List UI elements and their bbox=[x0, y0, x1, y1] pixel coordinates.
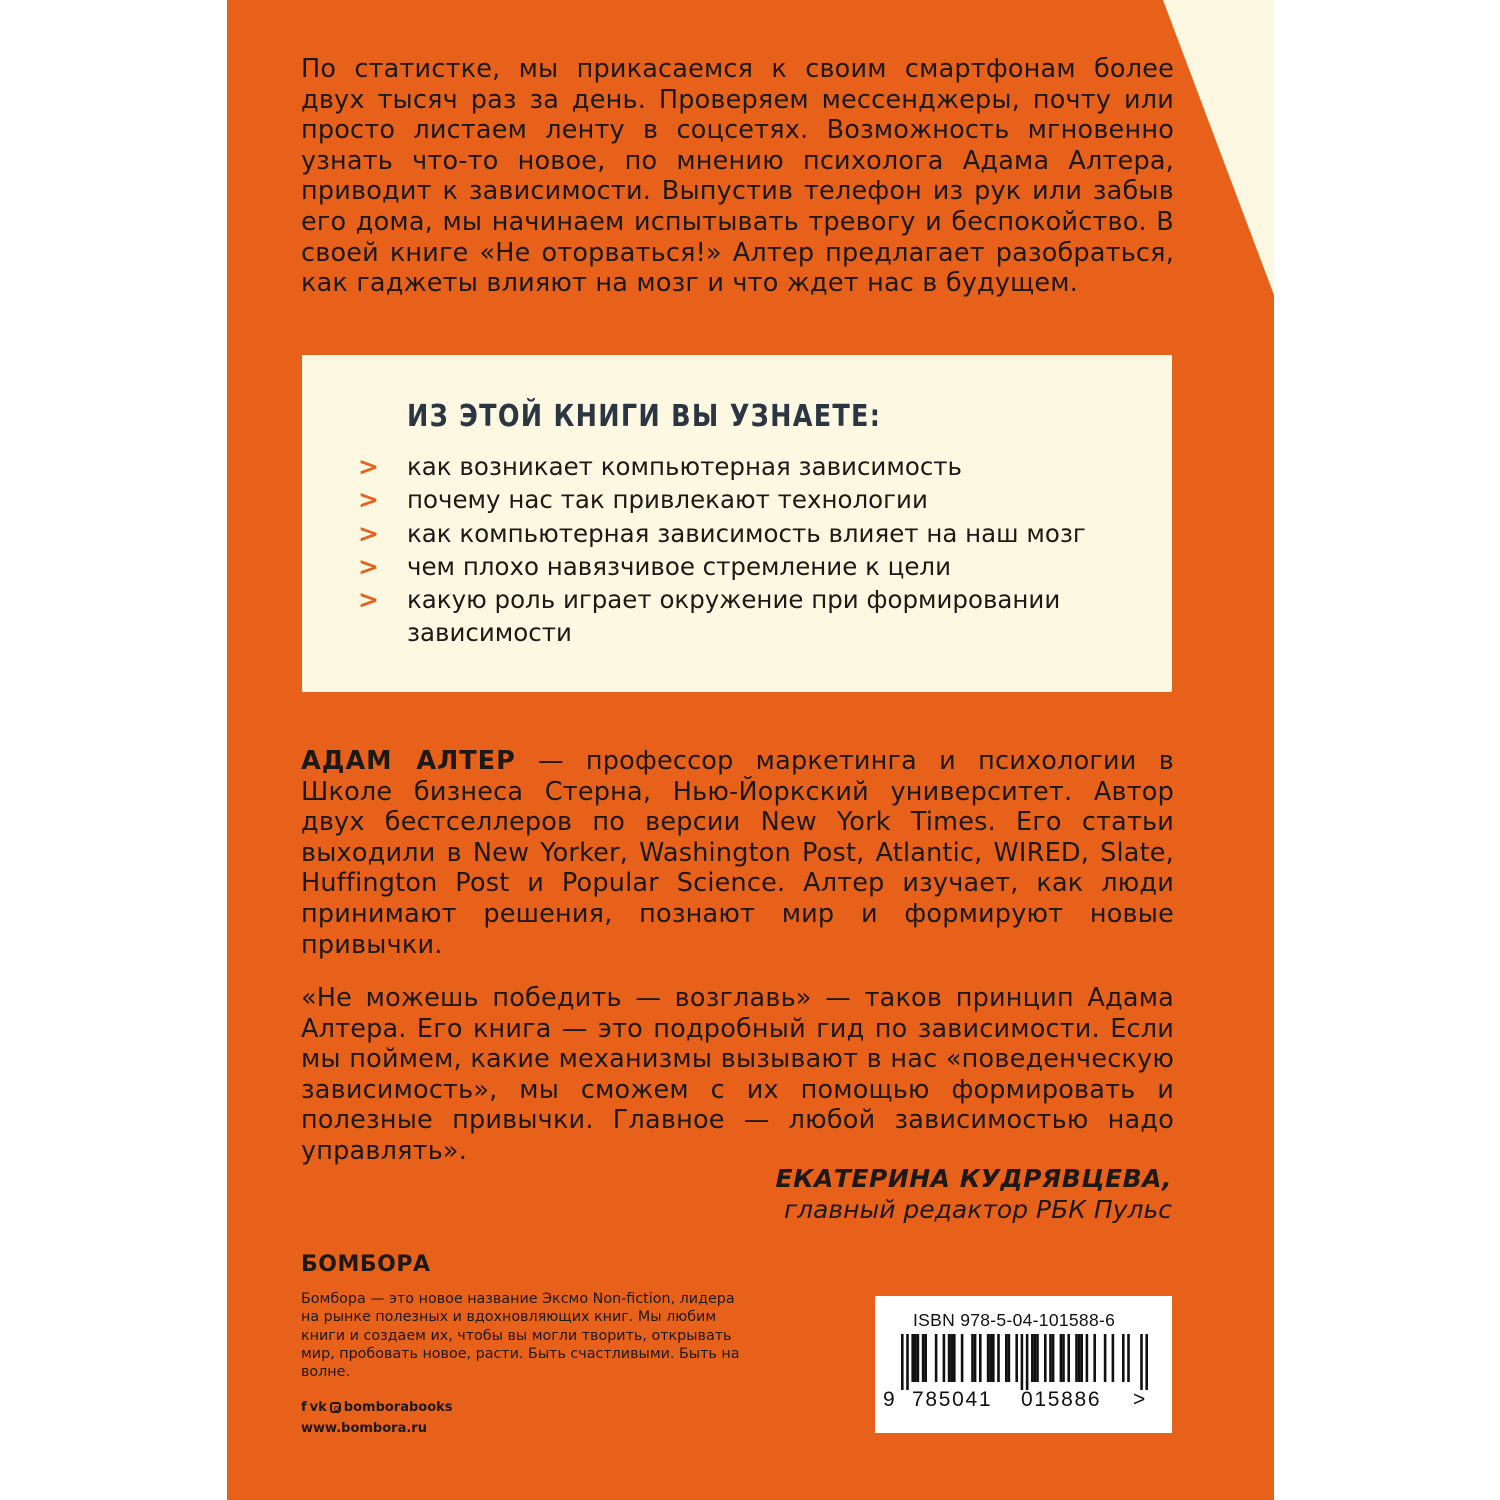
social-handle[interactable]: bomborabooks bbox=[343, 1400, 453, 1415]
list-item: > какую роль играет окружение при формировании зависимости bbox=[358, 585, 1061, 648]
chevron-right-icon: > bbox=[358, 518, 379, 548]
barcode-bar bbox=[943, 1334, 946, 1382]
barcode-bar bbox=[997, 1334, 1000, 1382]
list-item: > как возникает компьютерная зависимость bbox=[358, 450, 1158, 483]
barcode-bar bbox=[953, 1334, 956, 1382]
ean-right-digits: 015886 bbox=[1021, 1388, 1102, 1411]
barcode-bar bbox=[935, 1334, 938, 1382]
barcode-bar bbox=[989, 1334, 992, 1382]
barcode-bar bbox=[1005, 1334, 1008, 1382]
chevron-right-icon: > bbox=[358, 452, 379, 481]
learn-list bbox=[358, 450, 1158, 650]
barcode-bar bbox=[917, 1334, 920, 1382]
barcode-bar bbox=[922, 1334, 925, 1382]
barcode-bar bbox=[1021, 1334, 1024, 1390]
barcode-bar bbox=[1122, 1334, 1125, 1382]
quote-attribution-role: главный редактор РБК Пульс bbox=[783, 1195, 1172, 1224]
barcode-bar bbox=[1127, 1334, 1130, 1382]
barcode-bar bbox=[1086, 1334, 1089, 1382]
barcode-bar bbox=[1093, 1334, 1096, 1382]
barcode-bar bbox=[987, 1334, 990, 1382]
barcode-bar bbox=[1080, 1334, 1083, 1382]
barcode-bar bbox=[992, 1334, 995, 1382]
barcode-graphic bbox=[901, 1334, 1149, 1390]
barcode-bar bbox=[979, 1334, 982, 1382]
barcode-bar bbox=[974, 1334, 977, 1382]
barcode-bar bbox=[1104, 1334, 1107, 1382]
instagram-icon[interactable] bbox=[330, 1402, 341, 1413]
chevron-right-icon: > bbox=[358, 585, 379, 615]
barcode-panel bbox=[875, 1296, 1172, 1433]
ean-end-mark: > bbox=[1133, 1388, 1146, 1411]
list-item: > как компьютерная зависимость влияет на наш мозг bbox=[358, 517, 1158, 550]
author-name: АДАМ АЛТЕР bbox=[301, 746, 516, 776]
ean-left-digits: 785041 bbox=[912, 1388, 993, 1411]
barcode-bar bbox=[1049, 1334, 1052, 1382]
barcode-bar bbox=[1078, 1334, 1081, 1382]
barcode-bar bbox=[1145, 1334, 1148, 1390]
publisher-description: Бомбора — это новое название Эксмо Non-fiction, лидера на рынке полезных и вдохновляющих книг. Мы любим книги и создаем их, чтобы вы могли творить, открывать мир, пробовать новое, расти. Быть счастливыми. Быть на волне. bbox=[301, 1291, 740, 1381]
barcode-bar bbox=[1026, 1334, 1029, 1390]
chevron-right-icon: > bbox=[358, 551, 379, 581]
learn-panel bbox=[302, 355, 1172, 692]
barcode-bar bbox=[948, 1334, 951, 1382]
website-link[interactable]: www.bombora.ru bbox=[301, 1421, 427, 1436]
facebook-icon[interactable]: f bbox=[301, 1400, 307, 1415]
barcode-bar bbox=[924, 1334, 927, 1382]
barcode-bar bbox=[1008, 1334, 1011, 1382]
isbn-label: ISBN 978-5-04-101588-6 bbox=[913, 1310, 1116, 1330]
ean-lead-digit: 9 bbox=[883, 1388, 895, 1411]
barcode-bar bbox=[1067, 1334, 1070, 1382]
barcode-bar bbox=[950, 1334, 953, 1382]
quote-paragraph: «Не можешь победить — возглавь» — таков принцип Адама Алтера. Его книга — это подробный гид по зависимости. Если мы поймем, какие механизмы вызывают в нас «поведенческую зависимость», мы сможем с их помощью формировать и полезные привычки. Главное — любой зависимостью надо управлять». bbox=[301, 983, 1174, 1166]
barcode-bar bbox=[1062, 1334, 1065, 1382]
barcode-bar bbox=[1036, 1334, 1039, 1382]
chevron-right-icon: > bbox=[358, 485, 379, 515]
social-links bbox=[301, 1400, 453, 1415]
publisher-logo: БОМБОРА bbox=[301, 1252, 431, 1277]
list-item: > почему нас так привлекают технологии bbox=[358, 483, 1158, 516]
barcode-bar bbox=[1060, 1334, 1063, 1382]
barcode-bar bbox=[1015, 1334, 1018, 1382]
vk-icon[interactable]: vk bbox=[309, 1400, 327, 1415]
barcode-bar bbox=[1044, 1334, 1047, 1382]
barcode-bar bbox=[1031, 1334, 1034, 1382]
quote-attribution-name: ЕКАТЕРИНА КУДРЯВЦЕВА, bbox=[775, 1164, 1172, 1193]
barcode-bar bbox=[914, 1334, 917, 1382]
barcode-bar bbox=[911, 1334, 914, 1382]
barcode-bar bbox=[906, 1334, 909, 1390]
author-paragraph bbox=[301, 746, 1174, 960]
learn-title: ИЗ ЭТОЙ КНИГИ ВЫ УЗНАЕТЕ: bbox=[407, 399, 882, 434]
barcode-bar bbox=[1140, 1334, 1143, 1390]
barcode-bar bbox=[901, 1334, 904, 1390]
barcode-bar bbox=[961, 1334, 964, 1382]
list-item: > чем плохо навязчивое стремление к цели bbox=[358, 550, 1158, 583]
barcode-bar bbox=[1034, 1334, 1037, 1382]
author-bio: — профессор маркетинга и психологии в Школе бизнеса Стерна, Нью-Йоркский университет. Автор двух бестселлеров по версии New York Times. Его статьи выходили в New Yorker, Washington Post, Atlantic, WIRED, Slate, Huffington Post и Popular Science. Алтер изучает, как люди принимают решения, познают мир и формируют новые привычки. bbox=[301, 746, 1174, 960]
intro-paragraph: По статистке, мы прикасаемся к своим смартфонам более двух тысяч раз за день. Проверяем мессенджеры, почту или просто листаем ленту в соцсетях. Возможность мгновенно узнать что-то новое, по мнению психолога Адама Алтера, приводит к зависимости. Выпустив телефон из рук или забыв его дома, мы начинаем испытывать тревогу и беспокойство. В своей книге «Не оторваться!» Алтер предлагает разобраться, как гаджеты влияют на мозг и что ждет нас в будущем. bbox=[301, 54, 1174, 299]
barcode-bar bbox=[1075, 1334, 1078, 1382]
barcode-bar bbox=[1112, 1334, 1115, 1382]
barcode-bar bbox=[1052, 1334, 1055, 1382]
barcode-bar bbox=[971, 1334, 974, 1382]
